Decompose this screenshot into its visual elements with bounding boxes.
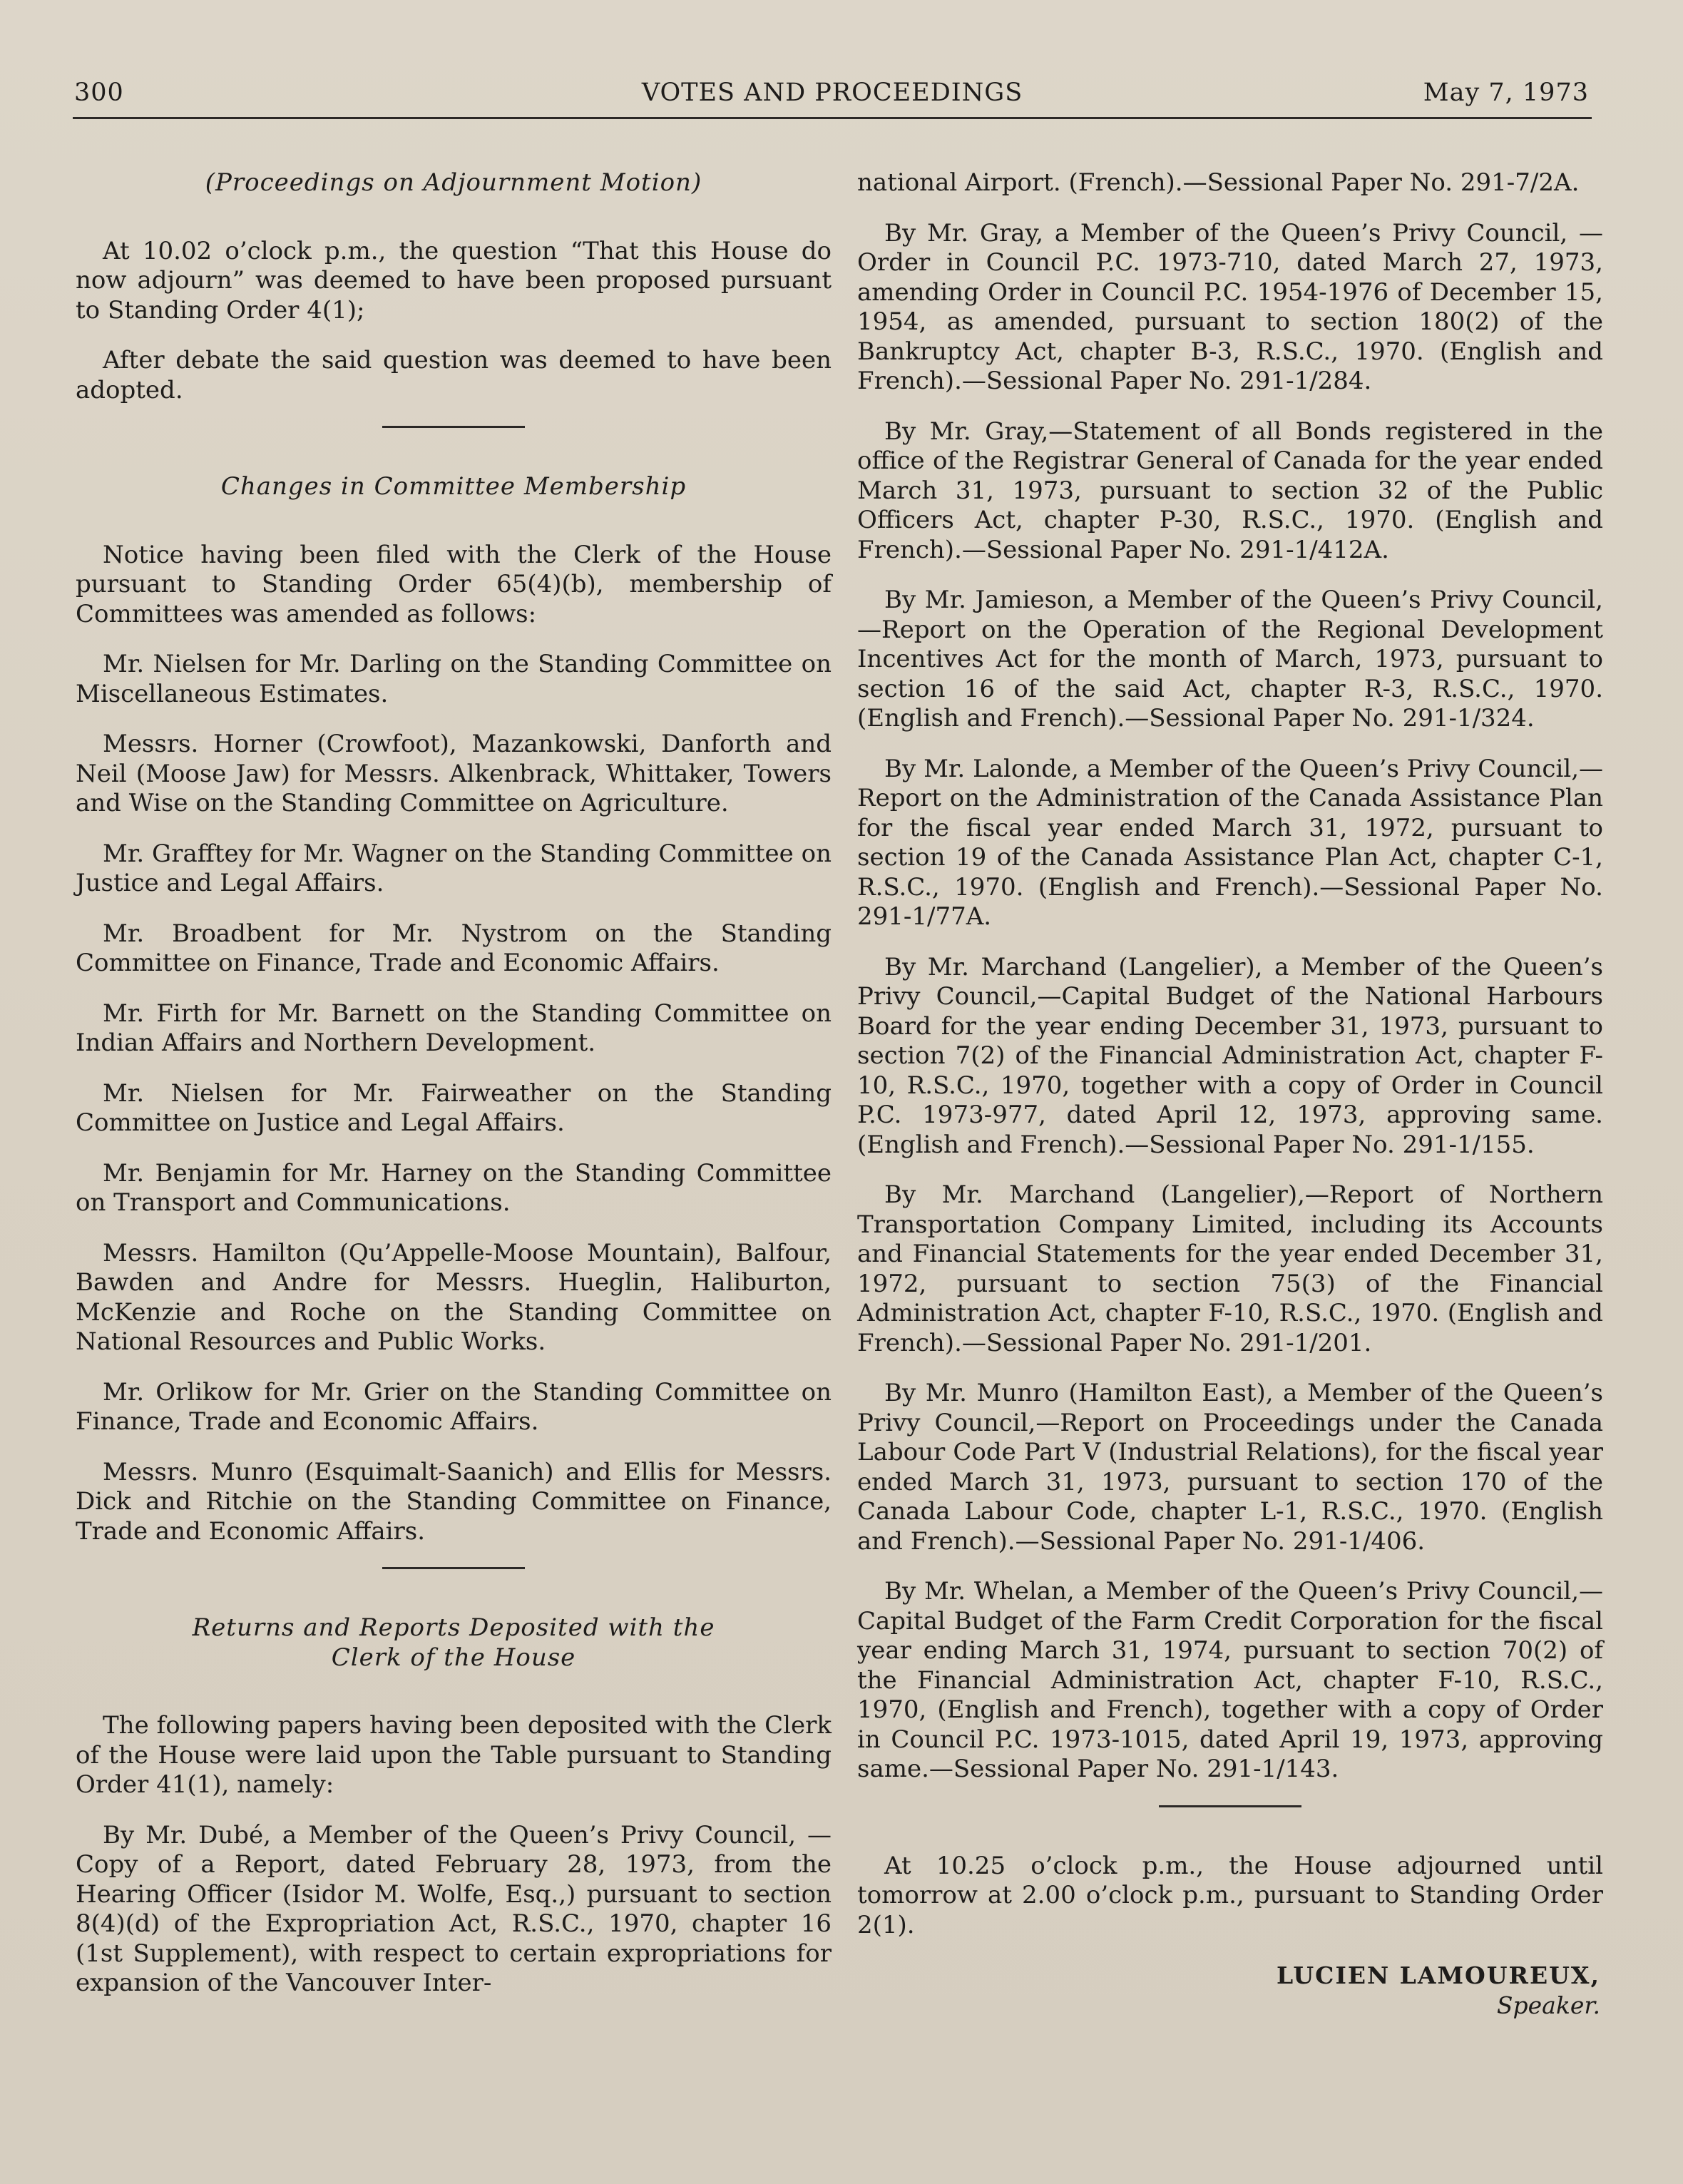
running-header xyxy=(73,74,1592,119)
committee-change-item: Mr. Orlikow for Mr. Grier on the Standing Committee on Finance, Trade and Economic Affairs. xyxy=(76,1377,832,1436)
committee-change-item: Mr. Nielsen for Mr. Fairweather on the Standing Committee on Justice and Legal Affairs. xyxy=(76,1078,832,1137)
section-heading-returns xyxy=(76,1613,832,1673)
signature-block xyxy=(857,1961,1603,2021)
section-heading-adjournment: (Proceedings on Adjournment Motion) xyxy=(205,168,702,197)
return-item: By Mr. Marchand (Langelier),—Report of Northern Transportation Company Limited, including its Accounts and Financial Statements for the year ended December 31, 1972, pursuant to section 75(3) of the Financial Administration Act, chapter F-10, R.S.C., 1970. (English and French).—Sessional Paper No. 291-1/201. xyxy=(857,1180,1603,1357)
return-item-continuation: national Airport. (French).—Sessional Paper No. 291-7/2A. xyxy=(857,168,1580,197)
return-item: By Mr. Marchand (Langelier), a Member of the Queen’s Privy Council,—Capital Budget of the National Harbours Board for the year ending December 31, 1973, pursuant to section 7(2) of the Financial Administration Act, chapter F-10, R.S.C., 1970, together with a copy of Order in Council P.C. 1973-977, dated April 12, 1973, approving same. (English and French).—Sessional Paper No. 291-1/155. xyxy=(857,952,1603,1159)
committee-change-item: Mr. Nielsen for Mr. Darling on the Standing Committee on Miscellaneous Estimates. xyxy=(76,650,832,708)
paragraph: After debate the said question was deemed to have been adopted. xyxy=(76,346,832,404)
left-column xyxy=(76,168,832,2019)
return-item: By Mr. Gray,—Statement of all Bonds registered in the office of the Registrar General of Canada for the year ended March 31, 1973, pursuant to section 32 of the Public Officers Act, chapter P-30, R.S.C., 1970. (English and French).—Sessional Paper No. 291-1/412A. xyxy=(857,417,1603,564)
return-item: By Mr. Gray, a Member of the Queen’s Privy Council, —Order in Council P.C. 1973-710, dated March 27, 1973, amending Order in Council P.C. 1954-1976 of December 15, 1954, as amended, pursuant to section 180(2) of the Bankruptcy Act, chapter B-3, R.S.C., 1970. (English and French).—Sessional Paper No. 291-1/284. xyxy=(857,218,1603,395)
section-divider xyxy=(382,1567,525,1569)
committee-change-item: Messrs. Munro (Esquimalt-Saanich) and Ellis for Messrs. Dick and Ritchie on the Standing Committee on Finance, Trade and Economic Affairs. xyxy=(76,1457,832,1546)
committee-change-item: Mr. Firth for Mr. Barnett on the Standing Committee on Indian Affairs and Northern Development. xyxy=(76,999,832,1057)
paragraph: At 10.02 o’clock p.m., the question “That this House do now adjourn” was deemed to have been proposed pursuant to Standing Order 4(1); xyxy=(76,236,832,325)
committee-change-item: Messrs. Hamilton (Qu’Appelle-Moose Mountain), Balfour, Bawden and Andre for Messrs. Hueglin, Haliburton, McKenzie and Roche on the Standing Committee on National Resources and Public Works. xyxy=(76,1238,832,1356)
adjournment-paragraph: At 10.25 o’clock p.m., the House adjourned until tomorrow at 2.00 o’clock p.m., pursuant to Standing Order 2(1). xyxy=(857,1851,1603,1939)
returns-heading-line-1: Returns and Reports Deposited with the xyxy=(192,1613,715,1642)
return-item: By Mr. Munro (Hamilton East), a Member of the Queen’s Privy Council,—Report on Proceedings under the Canada Labour Code Part V (Industrial Relations), for the fiscal year ended March 31, 1973, pursuant to section 170 of the Canada Labour Code, chapter L-1, R.S.C., 1970. (English and French).—Sessional Paper No. 291-1/406. xyxy=(857,1379,1603,1556)
section-divider xyxy=(382,426,525,428)
right-column xyxy=(857,168,1603,2021)
committee-change-item: Messrs. Horner (Crowfoot), Mazankowski, Danforth and Neil (Moose Jaw) for Messrs. Alkenbrack, Whittaker, Towers and Wise on the Standing Committee on Agriculture. xyxy=(76,730,832,817)
return-item: By Mr. Lalonde, a Member of the Queen’s Privy Council,—Report on the Administration of the Canada Assistance Plan for the fiscal year ended March 31, 1972, pursuant to section 19 of the Canada Assistance Plan Act, chapter C-1, R.S.C., 1970. (English and French).—Sessional Paper No. 291-1/77A. xyxy=(857,754,1603,931)
return-item: By Mr. Jamieson, a Member of the Queen’s Privy Council,—Report on the Operation of the Regional Development Incentives Act for the month of March, 1973, pursuant to section 16 of the said Act, chapter R-3, R.S.C., 1970. (English and French).—Sessional Paper No. 291-1/324. xyxy=(857,586,1603,733)
journal-date: May 7, 1973 xyxy=(1423,78,1589,107)
committee-change-item: Mr. Benjamin for Mr. Harney on the Standing Committee on Transport and Communications. xyxy=(76,1158,832,1217)
journal-title: VOTES AND PROCEEDINGS xyxy=(641,78,1023,107)
committee-change-item: Mr. Broadbent for Mr. Nystrom on the Standing Committee on Finance, Trade and Economic Affairs. xyxy=(76,919,832,977)
paragraph: The following papers having been deposited with the Clerk of the House were laid upon the Table pursuant to Standing Order 41(1), namely: xyxy=(76,1711,832,1799)
speaker-name: LUCIEN LAMOUREUX, xyxy=(1277,1961,1600,1989)
paragraph: Notice having been filed with the Clerk of the House pursuant to Standing Order 65(4)(b), membership of Committees was amended as follows: xyxy=(76,540,832,628)
section-heading-committee: Changes in Committee Membership xyxy=(220,472,687,501)
speaker-title: Speaker. xyxy=(1496,1991,1600,2019)
committee-change-item: Mr. Grafftey for Mr. Wagner on the Standing Committee on Justice and Legal Affairs. xyxy=(76,839,832,897)
section-divider xyxy=(1159,1805,1301,1807)
return-item: By Mr. Dubé, a Member of the Queen’s Privy Council, —Copy of a Report, dated February 28, 1973, from the Hearing Officer (Isidor M. Wolfe, Esq.,) pursuant to section 8(4)(d) of the Expropriation Act, R.S.C., 1970, chapter 16 (1st Supplement), with respect to certain expropriations for expansion of the Vancouver Inter- xyxy=(76,1820,832,1997)
return-item: By Mr. Whelan, a Member of the Queen’s Privy Council,—Capital Budget of the Farm Credit Corporation for the fiscal year ending March 31, 1974, pursuant to section 70(2) of the Financial Administration Act, chapter F-10, R.S.C., 1970, (English and French), together with a copy of Order in Council P.C. 1973-1015, dated April 19, 1973, approving same.—Sessional Paper No. 291-1/143. xyxy=(857,1577,1603,1783)
returns-heading-line-2: Clerk of the House xyxy=(331,1643,576,1672)
page-number: 300 xyxy=(74,78,124,107)
